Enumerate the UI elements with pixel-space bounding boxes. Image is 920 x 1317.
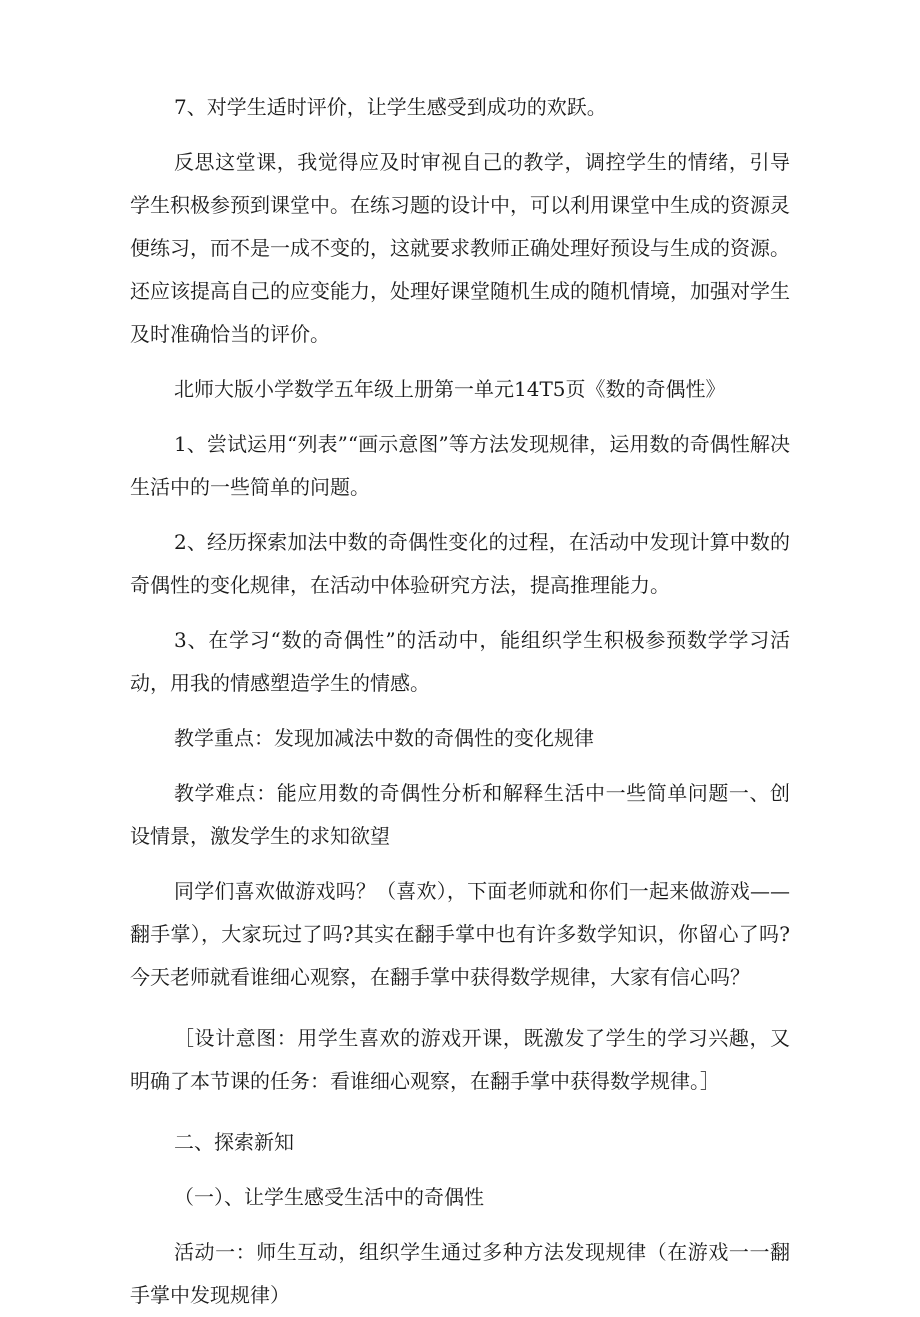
paragraph-activity-1: 活动一：师生互动，组织学生通过多种方法发现规律（在游戏一一翻手掌中发现规律）: [130, 1240, 790, 1307]
paragraph-game-intro: 同学们喜欢做游戏吗？（喜欢），下面老师就和你们一起来做游戏——翻手掌），大家玩过了吗?其实在翻手掌中也有许多数学知识，你留心了吗?今天老师就看谁细心观察，在翻手掌中获得数学规律，大家有信心吗？: [130, 879, 790, 989]
paragraph-objective-1: 1、尝试运用“列表”“画示意图”等方法发现规律，运用数的奇偶性解决生活中的一些简单的问题。: [130, 432, 790, 499]
paragraph-reflection: 反思这堂课，我觉得应及时审视自己的教学，调控学生的情绪，引导学生积极参预到课堂中。在练习题的设计中，可以利用课堂中生成的资源灵便练习，而不是一成不变的，这就要求教师正确处理好预设与生成的资源。还应该提高自己的应变能力，处理好课堂随机生成的随机情境，加强对学生及时准确恰当的评价。: [130, 150, 790, 346]
paragraph-design-intent: ［设计意图：用学生喜欢的游戏开课，既激发了学生的学习兴趣，又明确了本节课的任务：看谁细心观察，在翻手掌中获得数学规律。］: [130, 1026, 790, 1093]
paragraph-lesson-title: 北师大版小学数学五年级上册第一单元14T5页《数的奇偶性》: [174, 377, 726, 401]
paragraph-objective-2: 2、经历探索加法中数的奇偶性变化的过程，在活动中发现计算中数的奇偶性的变化规律，在活动中体验研究方法，提高推理能力。: [130, 530, 790, 597]
section-heading-explore: 二、探索新知: [174, 1130, 294, 1154]
paragraph-evaluation-point: 7、对学生适时评价，让学生感受到成功的欢跃。: [174, 95, 607, 119]
subsection-heading-parity: （一）、让学生感受生活中的奇偶性: [174, 1185, 484, 1209]
document-body: [130, 86, 790, 1317]
paragraph-difficulty: 教学难点：能应用数的奇偶性分析和解释生活中一些简单问题一、创设情景，激发学生的求知欲望: [130, 781, 790, 848]
paragraph-objective-3: 3、在学习“数的奇偶性”的活动中，能组织学生积极参预数学学习活动，用我的情感塑造学生的情感。: [130, 628, 790, 695]
paragraph-key-point: 教学重点：发现加减法中数的奇偶性的变化规律: [174, 726, 594, 750]
